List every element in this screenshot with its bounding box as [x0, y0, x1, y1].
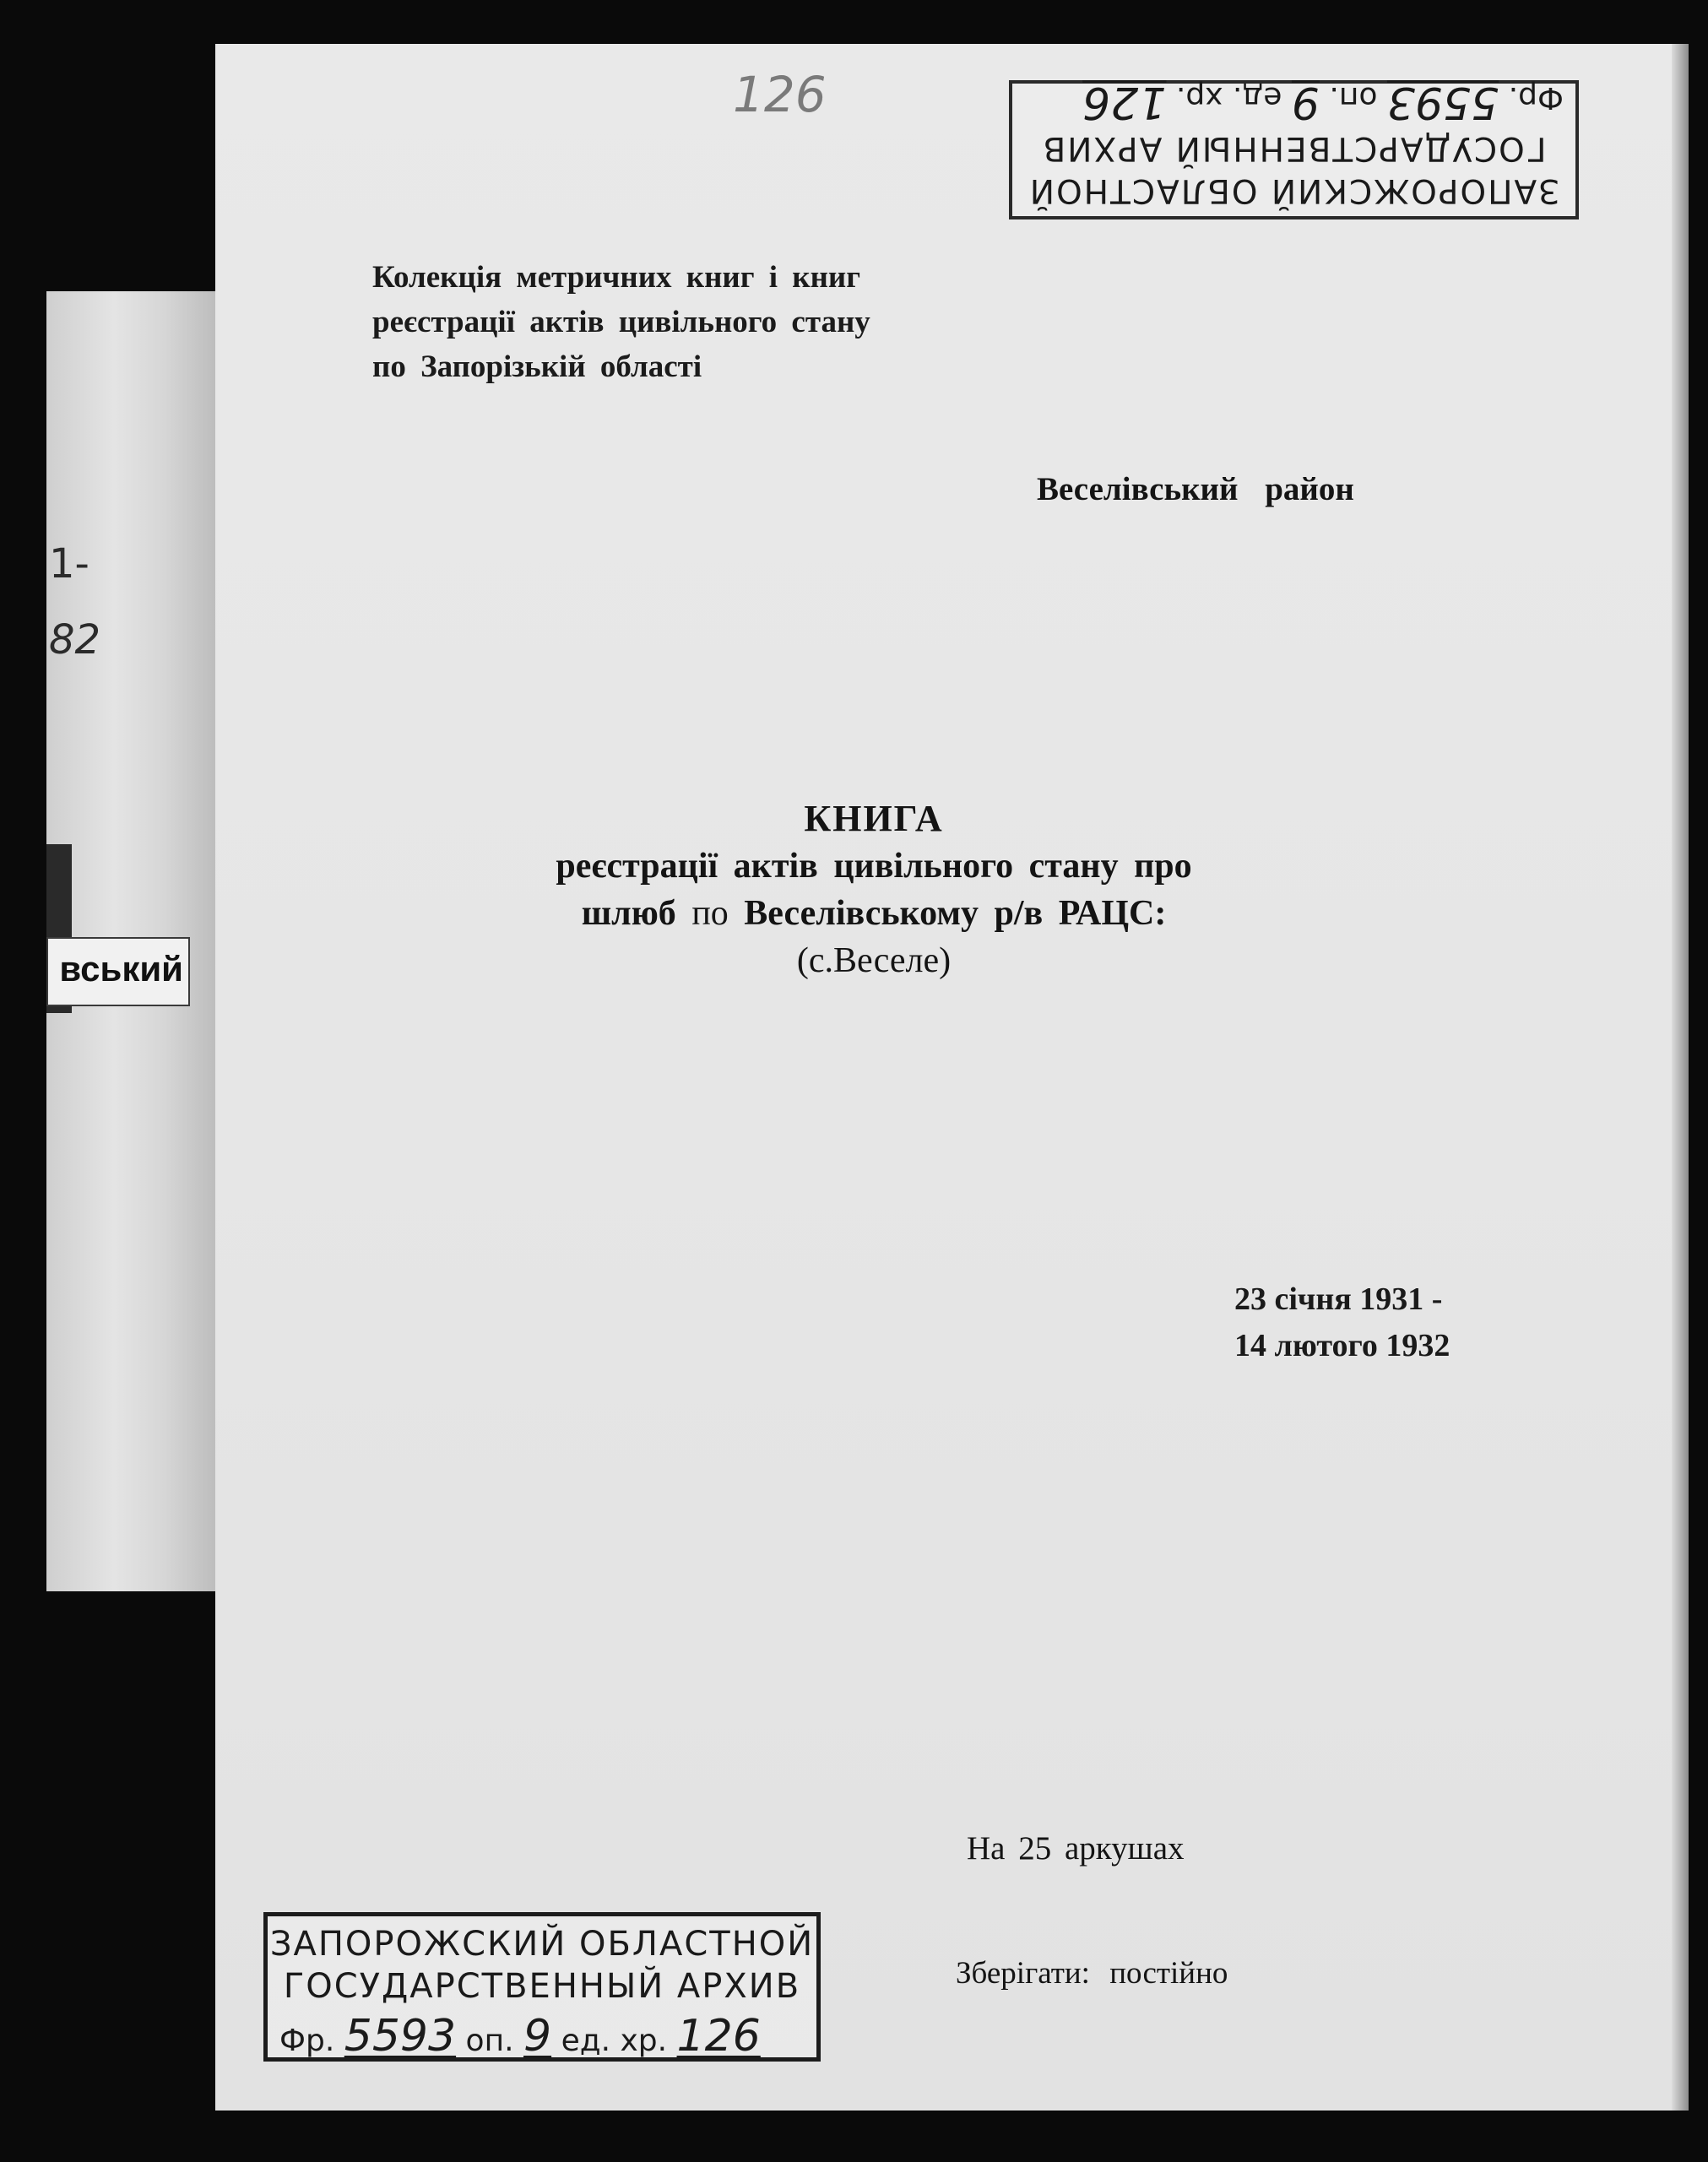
retention-note: Зберігати: постійно	[956, 1956, 1228, 1991]
stamp-reference	[1019, 77, 1564, 127]
collection-line: по Запорізькій області	[372, 349, 702, 384]
date-range	[1234, 1276, 1450, 1369]
fund-number: 5593	[1386, 77, 1499, 127]
date-end: 14 лютого 1932	[1234, 1328, 1450, 1363]
book-title-line: реєстрації актів цивільного стану про	[556, 847, 1192, 886]
inventory-number: 9	[1291, 77, 1320, 127]
book-title-main: КНИГА	[804, 798, 944, 839]
fund-label: Фр.	[279, 2024, 335, 2058]
unit-label: ед. хр.	[561, 2024, 668, 2058]
handwritten-page-number: 126	[733, 66, 827, 123]
title-word: по	[691, 894, 729, 933]
sheet-count: На 25 аркушах	[967, 1830, 1185, 1867]
unit-number: 126	[1082, 77, 1167, 127]
district-name: Веселівський район	[1037, 471, 1354, 507]
spine-label-text: вський	[59, 949, 183, 989]
book-title-line	[452, 890, 1296, 937]
collection-line: реєстрації актів цивільного стану	[372, 305, 870, 339]
page-edge	[1672, 44, 1689, 2111]
title-word: шлюб	[581, 894, 676, 933]
stamp-reference	[279, 2011, 810, 2062]
fund-number: 5593	[344, 2011, 457, 2062]
book-title	[452, 795, 1296, 984]
title-word: Веселівському р/в РАЦС:	[744, 894, 1167, 933]
spine-label	[46, 937, 190, 1006]
stamp-archive-name: ЗАПОРОЖСКИЙ ОБЛАСТНОЙ	[1028, 171, 1560, 209]
stamp-archive-type: ГОСУДАРСТВЕННЫЙ АРХИВ	[283, 1967, 801, 2006]
inventory-label: оп.	[465, 2024, 514, 2058]
archive-stamp-bottom	[263, 1912, 821, 2062]
spine-mark: 82	[49, 616, 101, 664]
unit-number: 126	[676, 2011, 761, 2062]
collection-line: Колекція метричних книг і книг	[372, 260, 861, 295]
fund-label: Фр.	[1508, 80, 1564, 115]
archive-stamp-top	[1009, 77, 1579, 219]
collection-title	[372, 255, 870, 389]
date-start: 23 січня 1931 -	[1234, 1281, 1443, 1317]
unit-label: ед. хр.	[1175, 80, 1282, 115]
book-title-village: (с.Веселе)	[796, 941, 952, 980]
inventory-number: 9	[523, 2011, 552, 2062]
stamp-archive-name: ЗАПОРОЖСКИЙ ОБЛАСТНОЙ	[269, 1925, 815, 1964]
stamp-archive-type: ГОСУДАРСТВЕННЫЙ АРХИВ	[1041, 129, 1547, 167]
inventory-label: оп.	[1329, 80, 1378, 115]
spine-mark: 1-	[49, 540, 89, 588]
